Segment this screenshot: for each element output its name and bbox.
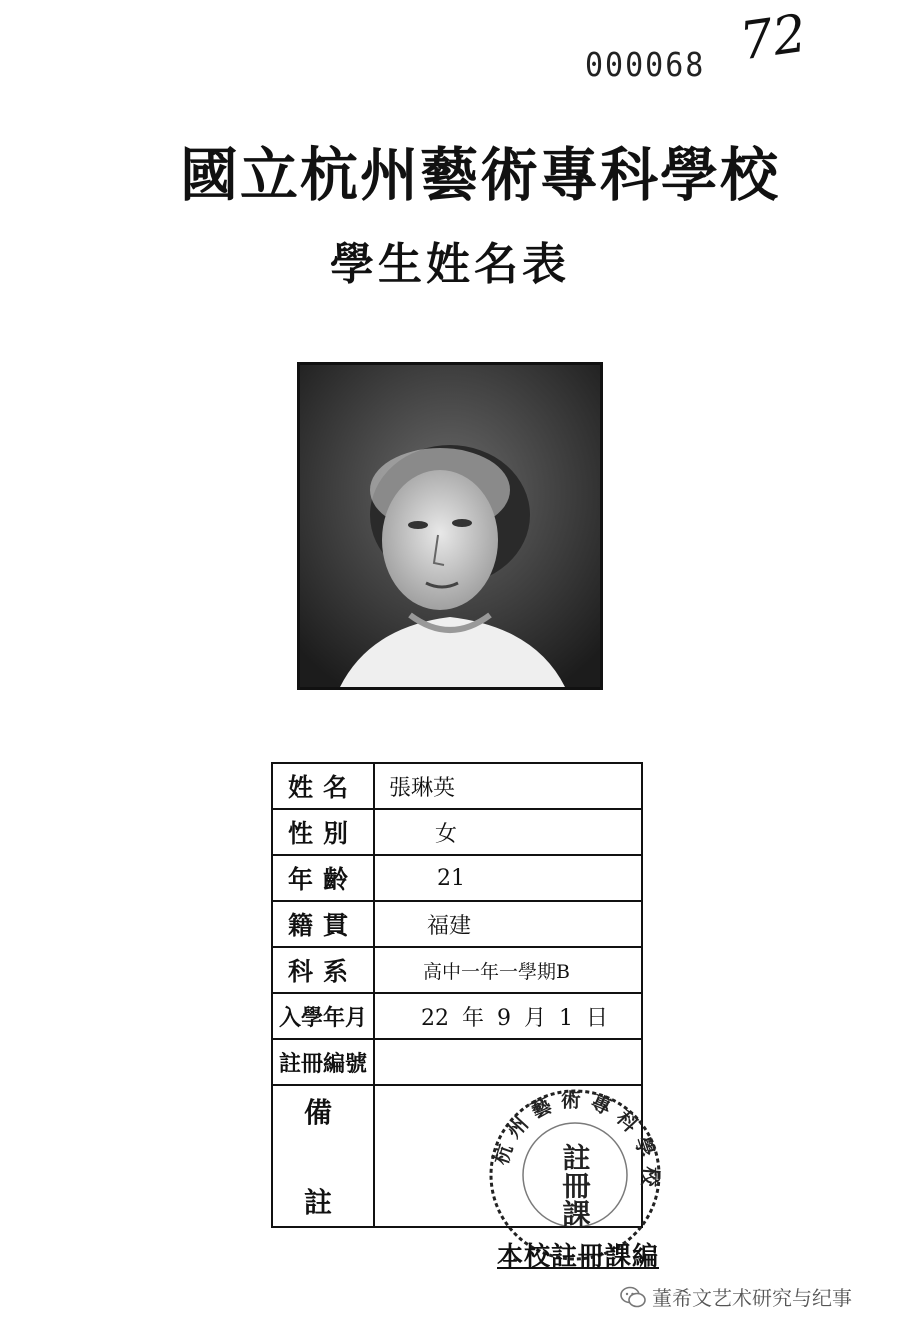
remarks-label-stack — [273, 1091, 373, 1221]
registration-number-value — [374, 1039, 642, 1085]
name-label: 姓名 — [272, 763, 374, 809]
serial-number: 000068 — [585, 46, 706, 85]
department-value: 高中一年一學期B — [374, 947, 642, 993]
record-row-registration-number — [272, 1039, 642, 1085]
remarks-label-bottom: 註 — [303, 1186, 342, 1219]
age-value: 21 — [374, 855, 642, 901]
gender-label: 性別 — [272, 809, 374, 855]
record-row-department — [272, 947, 642, 993]
gender-value: 女 — [374, 809, 642, 855]
enrollment-date-value: 22 年 9 月 1 日 — [374, 993, 642, 1039]
registration-number-label: 註冊編號 — [272, 1039, 374, 1085]
form-title: 學生姓名表 — [330, 239, 570, 290]
watermark — [620, 1282, 852, 1311]
wechat-icon — [620, 1286, 646, 1308]
enrollment-date-label: 入學年月 — [272, 993, 374, 1039]
remarks-label — [272, 1085, 374, 1227]
school-title: 國立杭州藝術專科學校 — [180, 141, 781, 209]
age-label: 年齡 — [272, 855, 374, 901]
record-row-gender — [272, 809, 642, 855]
student-photo — [297, 362, 603, 690]
seal-ring-text: 杭州藝術專科學校 — [488, 1087, 663, 1196]
department-label: 科系 — [272, 947, 374, 993]
record-row-enrollment-date — [272, 993, 642, 1039]
page-number: 72 — [736, 3, 811, 73]
seal-caption: 本校註冊課編 — [497, 1242, 660, 1272]
watermark-text: 董希文艺术研究与纪事 — [652, 1286, 852, 1310]
remarks-label-top: 備 — [303, 1096, 342, 1129]
native-place-value: 福建 — [374, 901, 642, 947]
student-portrait-icon — [300, 365, 600, 687]
seal-center-text: 註冊課 — [558, 1143, 592, 1227]
record-row-native-place — [272, 901, 642, 947]
native-place-label: 籍貫 — [272, 901, 374, 947]
record-row-age — [272, 855, 642, 901]
record-row-name — [272, 763, 642, 809]
name-value: 張琳英 — [374, 763, 642, 809]
